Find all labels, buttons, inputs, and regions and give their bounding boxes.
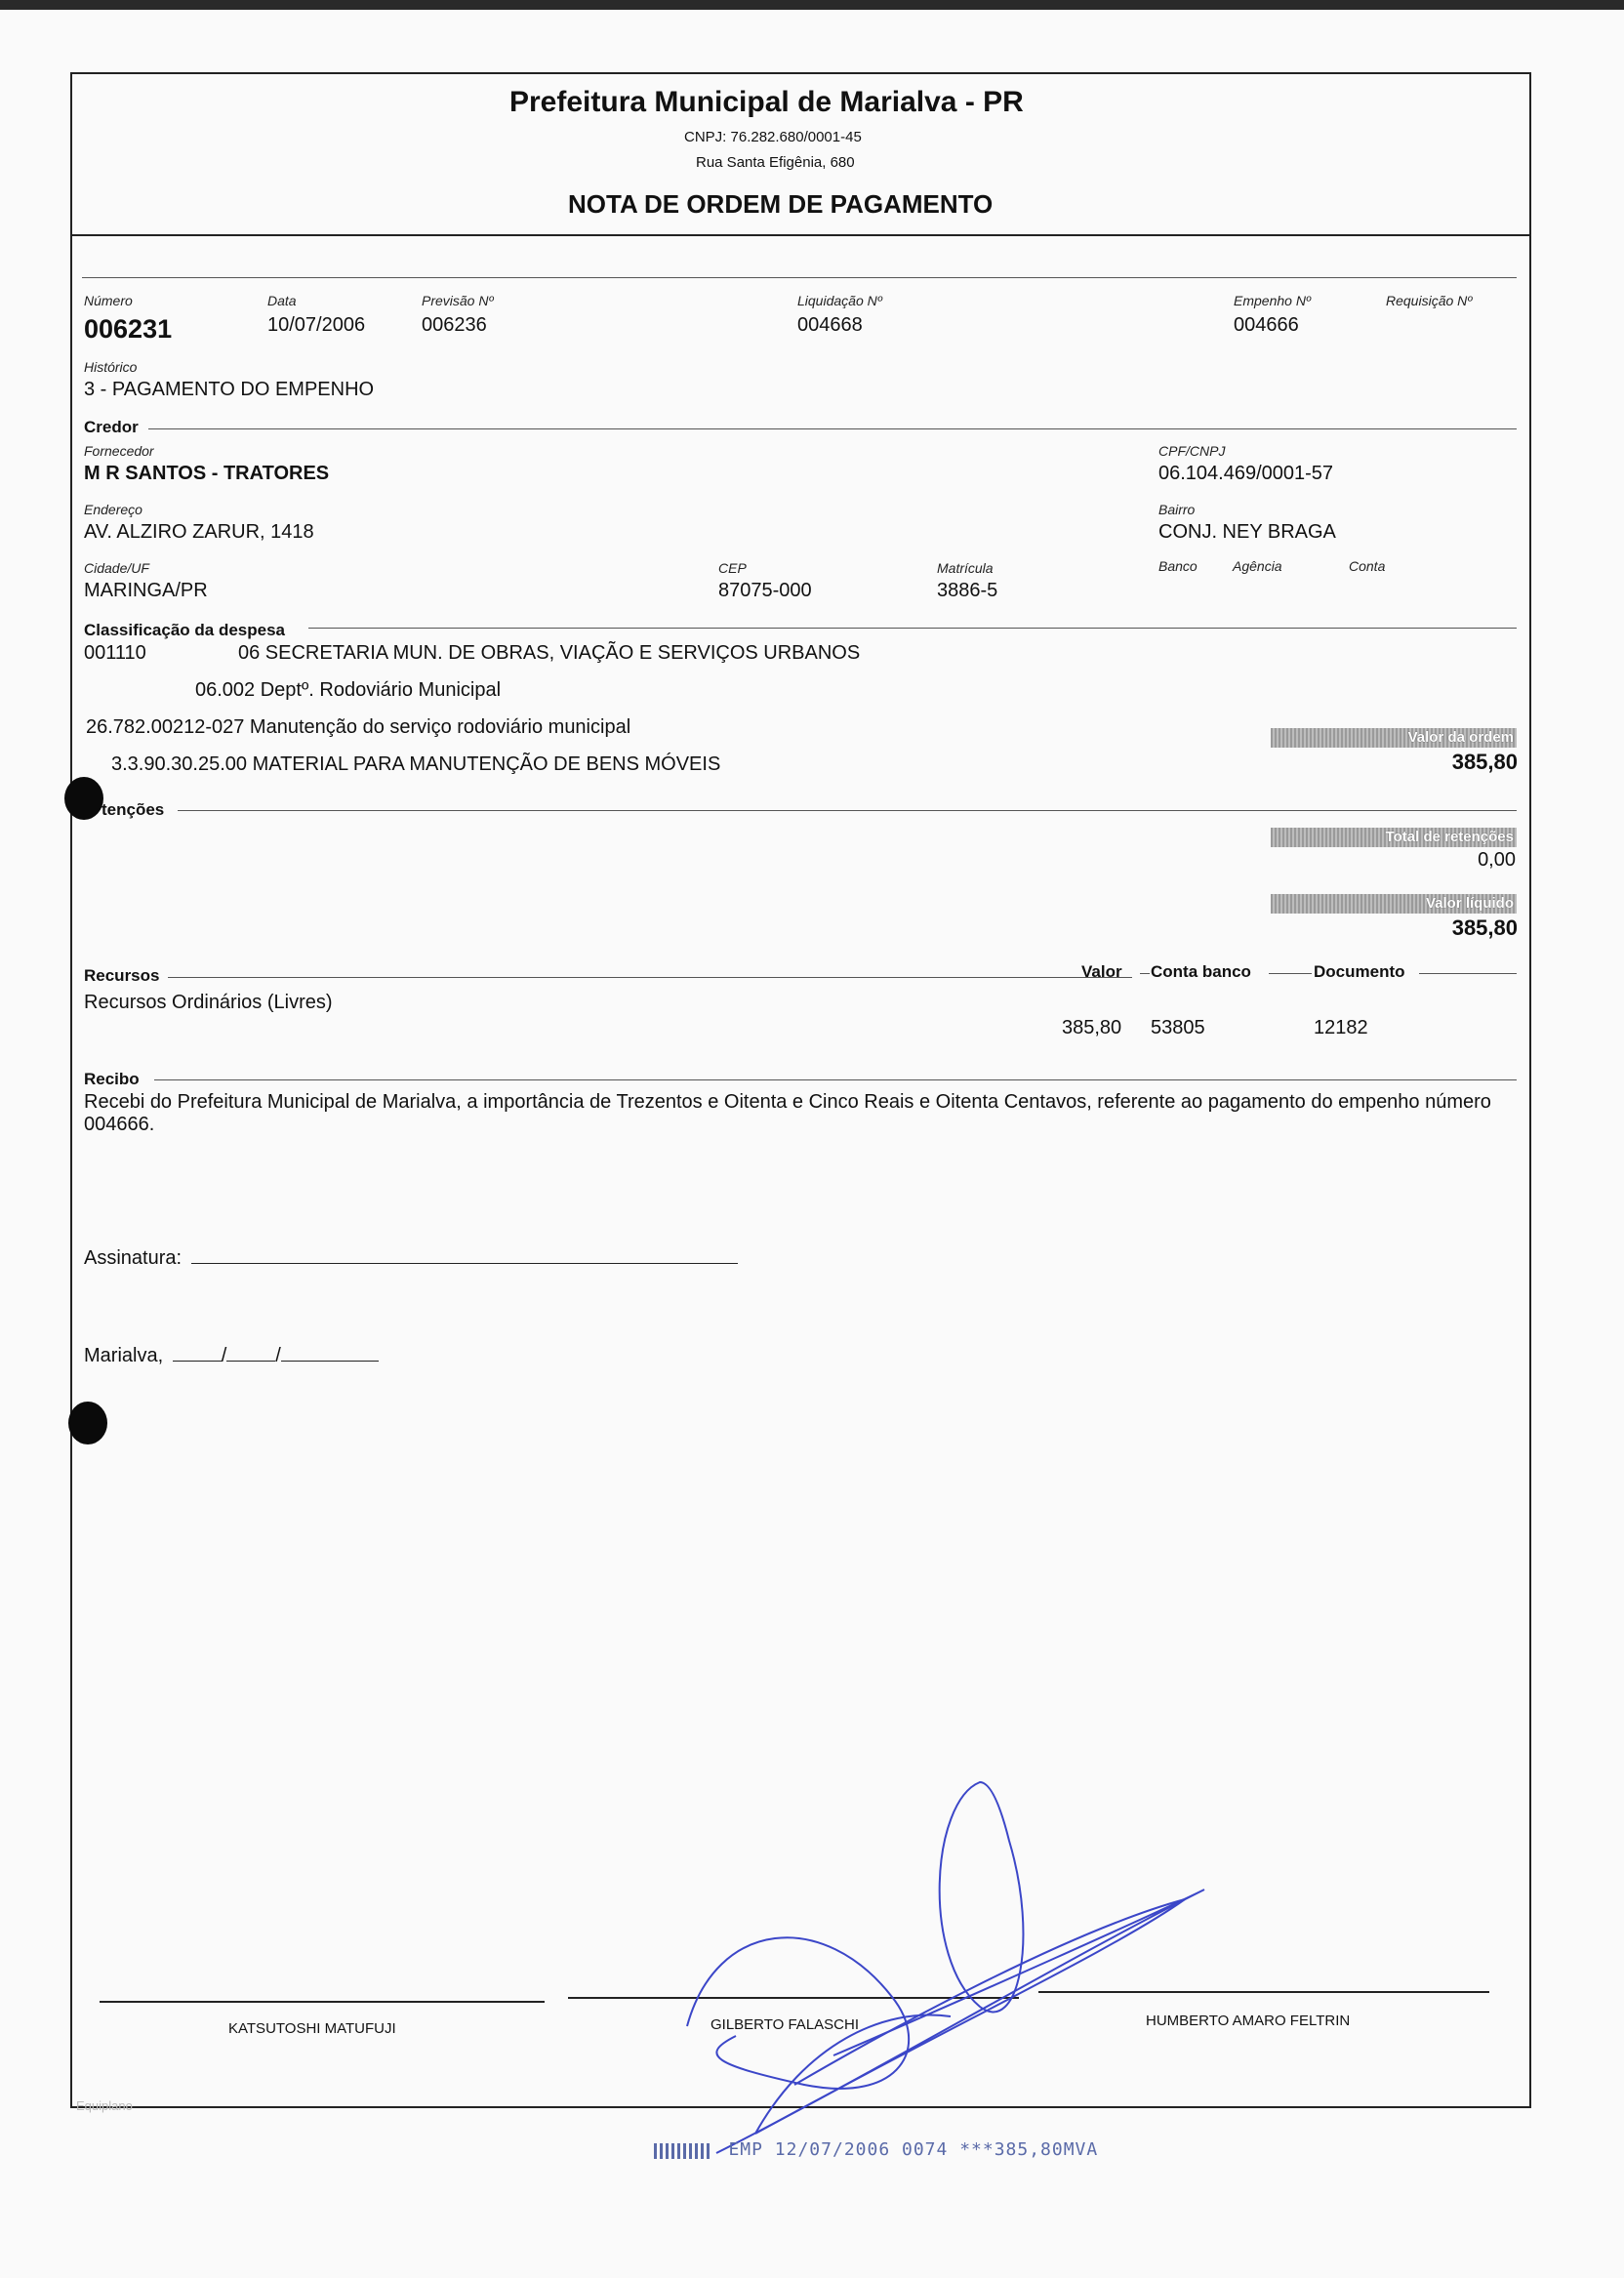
cidade-label: Cidade/UF	[84, 560, 149, 576]
matricula-value: 3886-5	[937, 580, 998, 601]
classificacao-line3: 26.782.00212-027 Manutenção do serviço rodoviário municipal	[86, 716, 631, 738]
classificacao-line2: 06.002 Deptº. Rodoviário Municipal	[195, 679, 502, 701]
signatory-3: HUMBERTO AMARO FELTRIN	[1146, 2013, 1351, 2029]
requisicao-label: Requisição Nº	[1386, 293, 1473, 308]
total-retencoes-label: Total de retenções	[1271, 828, 1517, 847]
cep-value: 87075-000	[718, 580, 812, 601]
cidade-value: MARINGA/PR	[84, 580, 208, 601]
signatory-1: KATSUTOSHI MATUFUJI	[228, 2020, 396, 2037]
valor-liquido-value: 385,80	[1451, 915, 1518, 940]
total-retencoes-value: 0,00	[1478, 849, 1516, 871]
handwritten-signature	[658, 1763, 1243, 2192]
classificacao-code: 001110	[84, 642, 146, 664]
fields-divider	[82, 277, 1517, 278]
signature-line-1	[100, 2001, 545, 2003]
stamp-text: EMP 12/07/2006 0074 ***385,80MVA	[728, 2139, 1099, 2160]
classificacao-line4: 3.3.90.30.25.00 MATERIAL PARA MANUTENÇÃO DE BENS MÓVEIS	[111, 753, 721, 775]
endereco-label: Endereço	[84, 502, 142, 517]
previsao-label: Previsão Nº	[422, 293, 494, 308]
retencoes-section: tenções	[102, 800, 165, 819]
valor-liquido-label: Valor líquido	[1271, 894, 1517, 914]
numero-label: Número	[84, 293, 133, 308]
agencia-label: Agência	[1233, 558, 1282, 574]
empenho-value: 004666	[1234, 314, 1299, 336]
recursos-valor-label: Valor	[1081, 962, 1122, 981]
empenho-label: Empenho Nº	[1234, 293, 1312, 308]
bairro-value: CONJ. NEY BRAGA	[1158, 521, 1336, 543]
classificacao-divider	[308, 628, 1517, 629]
retencoes-divider	[178, 810, 1517, 811]
liquidacao-value: 004668	[797, 314, 863, 336]
payment-stamp	[654, 2139, 1098, 2160]
classificacao-section: Classificação da despesa	[84, 621, 286, 639]
fornecedor-value: M R SANTOS - TRATORES	[84, 463, 330, 484]
document-frame	[70, 72, 1531, 2113]
org-title: Prefeitura Municipal de Marialva - PR	[509, 86, 1024, 118]
classificacao-line1: 06 SECRETARIA MUN. DE OBRAS, VIAÇÃO E SERVIÇOS URBANOS	[238, 642, 861, 664]
marialva-label: Marialva,	[84, 1345, 164, 1366]
binder-hole-bottom	[68, 1402, 107, 1444]
recibo-divider	[154, 1079, 1517, 1080]
cpf-label: CPF/CNPJ	[1158, 443, 1226, 459]
marialva-date-line: Marialva, / /	[84, 1343, 379, 1367]
recursos-documento: 12182	[1314, 1017, 1368, 1038]
recursos-descricao: Recursos Ordinários (Livres)	[84, 992, 333, 1013]
previsao-value: 006236	[422, 314, 487, 336]
assinatura-line	[84, 1245, 738, 1270]
binder-hole-top	[64, 777, 103, 820]
recursos-divider-d	[1419, 973, 1517, 974]
fornecedor-label: Fornecedor	[84, 443, 154, 459]
assinatura-blank	[191, 1245, 738, 1264]
cep-label: CEP	[718, 560, 747, 576]
brand-equiplano: Equiplano	[76, 2098, 133, 2113]
date-day-blank	[173, 1343, 222, 1362]
recursos-divider-b	[1140, 973, 1150, 974]
matricula-label: Matrícula	[937, 560, 994, 576]
credor-section: Credor	[84, 418, 139, 436]
bairro-label: Bairro	[1158, 502, 1196, 517]
banco-label: Banco	[1158, 558, 1198, 574]
credor-divider	[148, 428, 1517, 429]
recibo-section: Recibo	[84, 1070, 140, 1088]
recursos-conta: 53805	[1151, 1017, 1205, 1038]
recursos-divider-a	[168, 977, 1132, 978]
recursos-documento-label: Documento	[1314, 962, 1405, 981]
conta-label: Conta	[1349, 558, 1386, 574]
scan-edge	[0, 0, 1624, 10]
stamp-mark-icon	[654, 2143, 710, 2159]
doc-title: NOTA DE ORDEM DE PAGAMENTO	[568, 189, 994, 219]
header-divider	[72, 234, 1529, 236]
recursos-valor: 385,80	[1062, 1017, 1122, 1038]
recursos-divider-c	[1269, 973, 1312, 974]
data-value: 10/07/2006	[267, 314, 366, 336]
historico-label: Histórico	[84, 359, 138, 375]
assinatura-label: Assinatura:	[84, 1247, 183, 1269]
signatory-2: GILBERTO FALASCHI	[710, 2016, 859, 2033]
cpf-value: 06.104.469/0001-57	[1158, 463, 1334, 484]
liquidacao-label: Liquidação Nº	[797, 293, 882, 308]
valor-ordem-value: 385,80	[1451, 750, 1518, 774]
data-label: Data	[267, 293, 297, 308]
cnpj: CNPJ: 76.282.680/0001-45	[684, 129, 862, 145]
numero-value: 006231	[84, 314, 173, 344]
recursos-conta-label: Conta banco	[1151, 962, 1251, 981]
recibo-text: Recebi do Prefeitura Municipal de Marialva, a importância de Trezentos e Oitenta e Cinco Reais e Oitenta Centavos, referente ao pagamento do empenho número 004666.	[84, 1091, 1491, 1135]
date-month-blank	[226, 1343, 275, 1362]
recursos-section: Recursos	[84, 966, 160, 985]
address: Rua Santa Efigênia, 680	[696, 154, 855, 171]
date-year-blank	[281, 1343, 379, 1362]
historico-value: 3 - PAGAMENTO DO EMPENHO	[84, 379, 375, 400]
valor-ordem-label: Valor da ordem	[1271, 728, 1517, 748]
endereco-value: AV. ALZIRO ZARUR, 1418	[84, 521, 314, 543]
